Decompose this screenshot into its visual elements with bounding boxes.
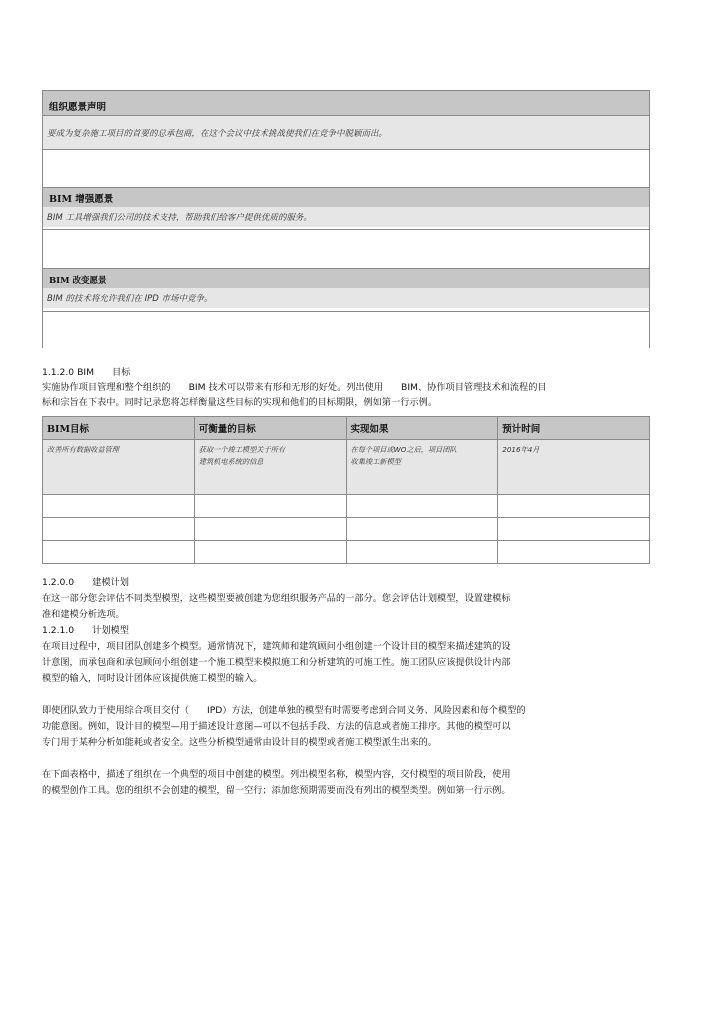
plan-model-p2-text-b: IPD）方法，创建单独的模型有时需要考虑到合同义务、风险因素和每个模型的 bbox=[207, 705, 526, 716]
goals-example-row bbox=[43, 440, 650, 495]
section-modeling-number: 1.2.0.0 bbox=[42, 577, 75, 588]
plan-model-p2-text-a: 即使团队致力于使用综合项目交付（ bbox=[42, 705, 189, 716]
plan-model-p3-line1: 在下面表格中，描述了组织在一个典型的项目中创建的模型。列出模型名称，模型内容，交付模型的项目阶段，使用 bbox=[42, 769, 511, 780]
goals-header-cell: 可衡量的目标 bbox=[194, 417, 346, 440]
goals-text-c: BIM、协作项目管理技术和流程的目 bbox=[401, 382, 547, 393]
goals-text-a: 实施协作项目管理和整个组织的 bbox=[42, 382, 171, 393]
example-goal: 改善所有数据收益管理 bbox=[43, 440, 195, 495]
bim-change-text: BIM 的技术将允许我们在 IPD 市场中竞争。 bbox=[43, 288, 649, 308]
goals-header-cell: BIM目标 bbox=[43, 417, 195, 440]
section-modeling-line2: 准和建模分析选项。 bbox=[42, 609, 125, 620]
plan-model-p2-line1 bbox=[42, 704, 526, 718]
example-achieve-line2: 收集竣工新模型 bbox=[350, 457, 401, 466]
example-achieve-line1: 在每个项目或WO之后，项目团队 bbox=[350, 445, 457, 454]
plan-model-p1-line3: 模型的输入，同时设计团体应该提供施工模型的输入。 bbox=[42, 673, 263, 684]
goals-header-row bbox=[43, 417, 650, 440]
example-achieve bbox=[346, 440, 498, 495]
goals-text-b: BIM 技术可以带来有形和无形的好处。列出使用 bbox=[188, 382, 384, 393]
org-vision-blank bbox=[43, 149, 649, 187]
goals-blank-row bbox=[43, 518, 650, 541]
section-modeling-heading bbox=[42, 576, 129, 590]
vision-table bbox=[42, 90, 650, 348]
section-goals-heading bbox=[42, 366, 130, 380]
goals-table bbox=[42, 416, 650, 564]
section-plan-model-heading bbox=[42, 624, 129, 638]
bim-change-header: BIM 改变愿景 bbox=[43, 268, 649, 288]
goals-blank-row bbox=[43, 541, 650, 564]
goals-header-cell: 实现如果 bbox=[346, 417, 498, 440]
section-plan-model-number: 1.2.1.0 bbox=[42, 625, 75, 636]
section-modeling-line1: 在这一部分您会评估不同类型模型，这些模型要被创建为您组织服务产品的一部分。您会评估计划模型，设置建模标 bbox=[42, 593, 511, 604]
plan-model-p1-line2: 计意图，而承包商和承包顾问小组创建一个施工模型来模拟施工和分析建筑的可施工性。施工团队应该提供设计内部 bbox=[42, 657, 511, 668]
bim-change-blank bbox=[43, 311, 649, 348]
org-vision-text: 要成为复杂施工项目的首要的总承包商，在这个会议中技术挑战使我们在竞争中脱颖而出。 bbox=[43, 115, 649, 149]
bim-enhance-header: BIM 增强愿景 bbox=[43, 187, 649, 207]
plan-model-p2-line2: 功能意图。例如，设计目的模型—用于描述设计意图—可以不包括手段、方法的信息或者施工排序。其他的模型可以 bbox=[42, 721, 511, 732]
section-goals-title: 目标 bbox=[112, 367, 131, 378]
plan-model-p3-line2: 的模型创作工具。您的组织不会创建的模型，留一空行；添加您预期需要而没有列出的模型类型。例如第一行示例。 bbox=[42, 785, 511, 796]
section-goals-line1 bbox=[42, 381, 547, 395]
bim-enhance-blank bbox=[43, 229, 649, 267]
example-measurable-line1: 获取一个竣工模型关于所有 bbox=[198, 445, 286, 454]
goals-header-cell: 预计时间 bbox=[498, 417, 650, 440]
example-measurable bbox=[194, 440, 346, 495]
section-goals-line2: 标和宗旨在下表中。同时记录您将怎样衡量这些目标的实现和他们的目标期限，例如第一行示例。 bbox=[42, 397, 438, 408]
plan-model-p2-line3: 专门用于某种分析如能耗或者安全。这些分析模型通常由设计目的模型或者施工模型派生出来的。 bbox=[42, 737, 438, 748]
section-plan-model-title: 计划模型 bbox=[92, 625, 129, 636]
plan-model-p1-line1: 在项目过程中，项目团队创建多个模型。通常情况下，建筑师和建筑顾问小组创建一个设计目的模型来描述建筑的设 bbox=[42, 641, 511, 652]
section-goals-number: 1.1.2.0 BIM bbox=[42, 367, 95, 378]
org-vision-header: 组织愿景声明 bbox=[43, 91, 649, 115]
example-time: 2016年4月 bbox=[498, 440, 650, 495]
section-modeling-title: 建模计划 bbox=[92, 577, 129, 588]
example-measurable-line2: 建筑机电系统的信息 bbox=[198, 457, 264, 466]
goals-blank-row bbox=[43, 495, 650, 518]
bim-enhance-text: BIM 工具增强我们公司的技术支持，帮助我们给客户提供优质的服务。 bbox=[43, 207, 649, 227]
